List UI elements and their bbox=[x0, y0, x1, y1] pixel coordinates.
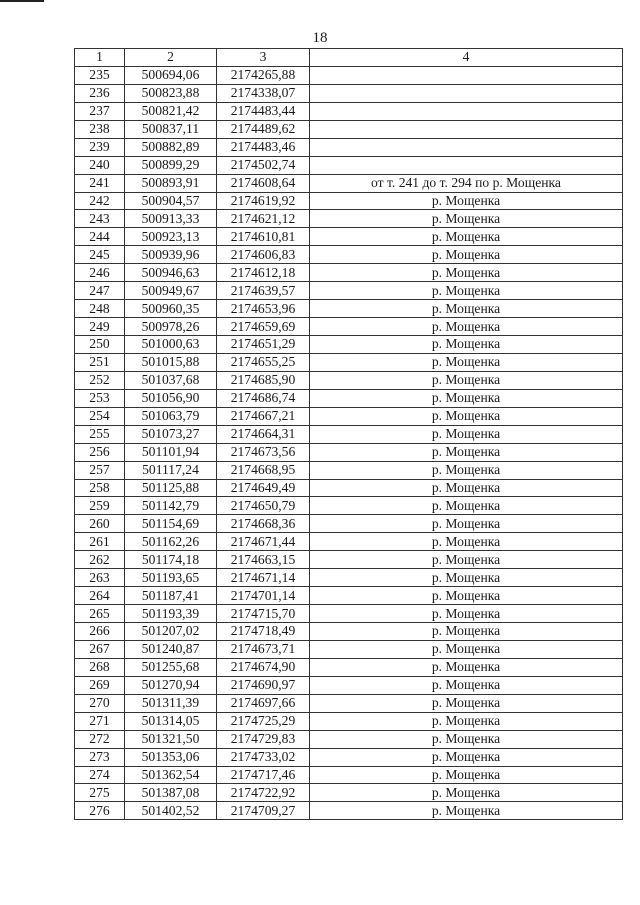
table-row bbox=[75, 102, 623, 120]
description-cell bbox=[310, 120, 623, 138]
header-cell-y-coordinate: 3 bbox=[217, 49, 310, 67]
point-number-cell: 262 bbox=[75, 551, 125, 569]
x-coordinate-cell: 501207,02 bbox=[125, 623, 217, 641]
table-row bbox=[75, 407, 623, 425]
y-coordinate-cell: 2174612,18 bbox=[217, 264, 310, 282]
x-coordinate-cell: 501314,05 bbox=[125, 712, 217, 730]
point-number-cell: 235 bbox=[75, 66, 125, 84]
x-coordinate-cell: 501174,18 bbox=[125, 551, 217, 569]
description-cell: р. Мощенка bbox=[310, 264, 623, 282]
description-cell: р. Мощенка bbox=[310, 533, 623, 551]
point-number-cell: 260 bbox=[75, 515, 125, 533]
description-cell: р. Мощенка bbox=[310, 389, 623, 407]
x-coordinate-cell: 501187,41 bbox=[125, 587, 217, 605]
description-cell: р. Мощенка bbox=[310, 246, 623, 264]
point-number-cell: 249 bbox=[75, 318, 125, 336]
description-cell: р. Мощенка bbox=[310, 336, 623, 354]
description-cell: р. Мощенка bbox=[310, 318, 623, 336]
x-coordinate-cell: 500946,63 bbox=[125, 264, 217, 282]
y-coordinate-cell: 2174639,57 bbox=[217, 282, 310, 300]
description-cell: р. Мощенка bbox=[310, 479, 623, 497]
y-coordinate-cell: 2174610,81 bbox=[217, 228, 310, 246]
y-coordinate-cell: 2174717,46 bbox=[217, 766, 310, 784]
point-number-cell: 251 bbox=[75, 353, 125, 371]
x-coordinate-cell: 500823,88 bbox=[125, 84, 217, 102]
y-coordinate-cell: 2174621,12 bbox=[217, 210, 310, 228]
description-cell: р. Мощенка bbox=[310, 640, 623, 658]
table-row bbox=[75, 551, 623, 569]
y-coordinate-cell: 2174489,62 bbox=[217, 120, 310, 138]
y-coordinate-cell: 2174673,56 bbox=[217, 443, 310, 461]
table-row bbox=[75, 300, 623, 318]
table-row bbox=[75, 623, 623, 641]
y-coordinate-cell: 2174722,92 bbox=[217, 784, 310, 802]
description-cell: р. Мощенка bbox=[310, 461, 623, 479]
point-number-cell: 274 bbox=[75, 766, 125, 784]
x-coordinate-cell: 500837,11 bbox=[125, 120, 217, 138]
y-coordinate-cell: 2174686,74 bbox=[217, 389, 310, 407]
x-coordinate-cell: 501101,94 bbox=[125, 443, 217, 461]
x-coordinate-cell: 501387,08 bbox=[125, 784, 217, 802]
point-number-cell: 267 bbox=[75, 640, 125, 658]
point-number-cell: 236 bbox=[75, 84, 125, 102]
y-coordinate-cell: 2174265,88 bbox=[217, 66, 310, 84]
y-coordinate-cell: 2174725,29 bbox=[217, 712, 310, 730]
point-number-cell: 261 bbox=[75, 533, 125, 551]
y-coordinate-cell: 2174608,64 bbox=[217, 174, 310, 192]
table-row bbox=[75, 282, 623, 300]
x-coordinate-cell: 501193,39 bbox=[125, 605, 217, 623]
x-coordinate-cell: 501117,24 bbox=[125, 461, 217, 479]
table-row bbox=[75, 694, 623, 712]
table-row bbox=[75, 425, 623, 443]
y-coordinate-cell: 2174709,27 bbox=[217, 802, 310, 820]
x-coordinate-cell: 501270,94 bbox=[125, 676, 217, 694]
description-cell: р. Мощенка bbox=[310, 712, 623, 730]
point-number-cell: 243 bbox=[75, 210, 125, 228]
x-coordinate-cell: 501142,79 bbox=[125, 497, 217, 515]
point-number-cell: 242 bbox=[75, 192, 125, 210]
y-coordinate-cell: 2174483,44 bbox=[217, 102, 310, 120]
description-cell: р. Мощенка bbox=[310, 443, 623, 461]
x-coordinate-cell: 500694,06 bbox=[125, 66, 217, 84]
description-cell bbox=[310, 156, 623, 174]
x-coordinate-cell: 501193,65 bbox=[125, 569, 217, 587]
table-row bbox=[75, 120, 623, 138]
point-number-cell: 240 bbox=[75, 156, 125, 174]
point-number-cell: 244 bbox=[75, 228, 125, 246]
y-coordinate-cell: 2174674,90 bbox=[217, 658, 310, 676]
y-coordinate-cell: 2174690,97 bbox=[217, 676, 310, 694]
x-coordinate-cell: 500923,13 bbox=[125, 228, 217, 246]
point-number-cell: 275 bbox=[75, 784, 125, 802]
table-row bbox=[75, 748, 623, 766]
x-coordinate-cell: 500960,35 bbox=[125, 300, 217, 318]
description-cell: р. Мощенка bbox=[310, 694, 623, 712]
point-number-cell: 263 bbox=[75, 569, 125, 587]
x-coordinate-cell: 501240,87 bbox=[125, 640, 217, 658]
point-number-cell: 269 bbox=[75, 676, 125, 694]
x-coordinate-cell: 500978,26 bbox=[125, 318, 217, 336]
point-number-cell: 273 bbox=[75, 748, 125, 766]
scan-corner-mark bbox=[0, 0, 44, 2]
description-cell: р. Мощенка bbox=[310, 587, 623, 605]
y-coordinate-cell: 2174655,25 bbox=[217, 353, 310, 371]
description-cell bbox=[310, 66, 623, 84]
point-number-cell: 257 bbox=[75, 461, 125, 479]
x-coordinate-cell: 500821,42 bbox=[125, 102, 217, 120]
y-coordinate-cell: 2174668,95 bbox=[217, 461, 310, 479]
point-number-cell: 248 bbox=[75, 300, 125, 318]
x-coordinate-cell: 500939,96 bbox=[125, 246, 217, 264]
description-cell: р. Мощенка bbox=[310, 551, 623, 569]
table-row bbox=[75, 587, 623, 605]
description-cell: р. Мощенка bbox=[310, 605, 623, 623]
point-number-cell: 270 bbox=[75, 694, 125, 712]
description-cell: р. Мощенка bbox=[310, 282, 623, 300]
y-coordinate-cell: 2174502,74 bbox=[217, 156, 310, 174]
x-coordinate-cell: 501073,27 bbox=[125, 425, 217, 443]
point-number-cell: 247 bbox=[75, 282, 125, 300]
description-cell: от т. 241 до т. 294 по р. Мощенка bbox=[310, 174, 623, 192]
x-coordinate-cell: 500882,89 bbox=[125, 138, 217, 156]
x-coordinate-cell: 501402,52 bbox=[125, 802, 217, 820]
description-cell bbox=[310, 138, 623, 156]
table-row bbox=[75, 371, 623, 389]
table-row bbox=[75, 640, 623, 658]
table-row bbox=[75, 730, 623, 748]
y-coordinate-cell: 2174651,29 bbox=[217, 336, 310, 354]
table-row bbox=[75, 264, 623, 282]
x-coordinate-cell: 501162,26 bbox=[125, 533, 217, 551]
point-number-cell: 239 bbox=[75, 138, 125, 156]
description-cell: р. Мощенка bbox=[310, 658, 623, 676]
description-cell: р. Мощенка bbox=[310, 784, 623, 802]
point-number-cell: 265 bbox=[75, 605, 125, 623]
x-coordinate-cell: 500904,57 bbox=[125, 192, 217, 210]
table-row bbox=[75, 658, 623, 676]
point-number-cell: 238 bbox=[75, 120, 125, 138]
y-coordinate-cell: 2174663,15 bbox=[217, 551, 310, 569]
y-coordinate-cell: 2174729,83 bbox=[217, 730, 310, 748]
description-cell: р. Мощенка bbox=[310, 623, 623, 641]
table-row bbox=[75, 497, 623, 515]
y-coordinate-cell: 2174733,02 bbox=[217, 748, 310, 766]
table-row bbox=[75, 515, 623, 533]
y-coordinate-cell: 2174483,46 bbox=[217, 138, 310, 156]
table-row bbox=[75, 802, 623, 820]
x-coordinate-cell: 501125,88 bbox=[125, 479, 217, 497]
header-cell-point-number: 1 bbox=[75, 49, 125, 67]
description-cell: р. Мощенка bbox=[310, 210, 623, 228]
point-number-cell: 241 bbox=[75, 174, 125, 192]
x-coordinate-cell: 501362,54 bbox=[125, 766, 217, 784]
table-header-row bbox=[75, 49, 623, 67]
table-row bbox=[75, 389, 623, 407]
table-row bbox=[75, 318, 623, 336]
table-row bbox=[75, 766, 623, 784]
description-cell: р. Мощенка bbox=[310, 748, 623, 766]
x-coordinate-cell: 500913,33 bbox=[125, 210, 217, 228]
table-row bbox=[75, 210, 623, 228]
table-row bbox=[75, 461, 623, 479]
y-coordinate-cell: 2174671,14 bbox=[217, 569, 310, 587]
x-coordinate-cell: 501056,90 bbox=[125, 389, 217, 407]
x-coordinate-cell: 500899,29 bbox=[125, 156, 217, 174]
point-number-cell: 271 bbox=[75, 712, 125, 730]
y-coordinate-cell: 2174606,83 bbox=[217, 246, 310, 264]
point-number-cell: 276 bbox=[75, 802, 125, 820]
table-row bbox=[75, 443, 623, 461]
table-row bbox=[75, 174, 623, 192]
point-number-cell: 256 bbox=[75, 443, 125, 461]
y-coordinate-cell: 2174697,66 bbox=[217, 694, 310, 712]
y-coordinate-cell: 2174668,36 bbox=[217, 515, 310, 533]
x-coordinate-cell: 501255,68 bbox=[125, 658, 217, 676]
description-cell: р. Мощенка bbox=[310, 515, 623, 533]
point-number-cell: 237 bbox=[75, 102, 125, 120]
description-cell: р. Мощенка bbox=[310, 730, 623, 748]
header-cell-description: 4 bbox=[310, 49, 623, 67]
x-coordinate-cell: 501321,50 bbox=[125, 730, 217, 748]
x-coordinate-cell: 500893,91 bbox=[125, 174, 217, 192]
table-row bbox=[75, 156, 623, 174]
y-coordinate-cell: 2174653,96 bbox=[217, 300, 310, 318]
y-coordinate-cell: 2174701,14 bbox=[217, 587, 310, 605]
point-number-cell: 246 bbox=[75, 264, 125, 282]
description-cell: р. Мощенка bbox=[310, 676, 623, 694]
point-number-cell: 259 bbox=[75, 497, 125, 515]
header-cell-x-coordinate: 2 bbox=[125, 49, 217, 67]
point-number-cell: 245 bbox=[75, 246, 125, 264]
x-coordinate-cell: 501353,06 bbox=[125, 748, 217, 766]
x-coordinate-cell: 501000,63 bbox=[125, 336, 217, 354]
y-coordinate-cell: 2174718,49 bbox=[217, 623, 310, 641]
x-coordinate-cell: 501037,68 bbox=[125, 371, 217, 389]
point-number-cell: 268 bbox=[75, 658, 125, 676]
x-coordinate-cell: 501063,79 bbox=[125, 407, 217, 425]
y-coordinate-cell: 2174671,44 bbox=[217, 533, 310, 551]
description-cell: р. Мощенка bbox=[310, 407, 623, 425]
page-number: 18 bbox=[312, 30, 328, 46]
x-coordinate-cell: 501311,39 bbox=[125, 694, 217, 712]
description-cell: р. Мощенка bbox=[310, 300, 623, 318]
y-coordinate-cell: 2174649,49 bbox=[217, 479, 310, 497]
description-cell: р. Мощенка bbox=[310, 497, 623, 515]
table-row bbox=[75, 479, 623, 497]
description-cell: р. Мощенка bbox=[310, 228, 623, 246]
table-row bbox=[75, 569, 623, 587]
description-cell: р. Мощенка bbox=[310, 192, 623, 210]
y-coordinate-cell: 2174650,79 bbox=[217, 497, 310, 515]
y-coordinate-cell: 2174715,70 bbox=[217, 605, 310, 623]
table-row bbox=[75, 336, 623, 354]
point-number-cell: 252 bbox=[75, 371, 125, 389]
y-coordinate-cell: 2174685,90 bbox=[217, 371, 310, 389]
y-coordinate-cell: 2174619,92 bbox=[217, 192, 310, 210]
table-row bbox=[75, 676, 623, 694]
x-coordinate-cell: 501154,69 bbox=[125, 515, 217, 533]
point-number-cell: 258 bbox=[75, 479, 125, 497]
table-row bbox=[75, 138, 623, 156]
description-cell bbox=[310, 102, 623, 120]
x-coordinate-cell: 501015,88 bbox=[125, 353, 217, 371]
point-number-cell: 254 bbox=[75, 407, 125, 425]
table-row bbox=[75, 533, 623, 551]
description-cell: р. Мощенка bbox=[310, 371, 623, 389]
point-number-cell: 266 bbox=[75, 623, 125, 641]
table-row bbox=[75, 712, 623, 730]
table-row bbox=[75, 246, 623, 264]
table-row bbox=[75, 784, 623, 802]
table-row bbox=[75, 353, 623, 371]
point-number-cell: 272 bbox=[75, 730, 125, 748]
coordinates-table bbox=[74, 48, 623, 820]
description-cell bbox=[310, 84, 623, 102]
table-row bbox=[75, 84, 623, 102]
table-body bbox=[75, 66, 623, 819]
description-cell: р. Мощенка bbox=[310, 802, 623, 820]
table-row bbox=[75, 192, 623, 210]
point-number-cell: 250 bbox=[75, 336, 125, 354]
point-number-cell: 255 bbox=[75, 425, 125, 443]
description-cell: р. Мощенка bbox=[310, 569, 623, 587]
description-cell: р. Мощенка bbox=[310, 425, 623, 443]
point-number-cell: 253 bbox=[75, 389, 125, 407]
point-number-cell: 264 bbox=[75, 587, 125, 605]
description-cell: р. Мощенка bbox=[310, 353, 623, 371]
table-row bbox=[75, 605, 623, 623]
y-coordinate-cell: 2174667,21 bbox=[217, 407, 310, 425]
table-row bbox=[75, 228, 623, 246]
table-row bbox=[75, 66, 623, 84]
y-coordinate-cell: 2174338,07 bbox=[217, 84, 310, 102]
description-cell: р. Мощенка bbox=[310, 766, 623, 784]
y-coordinate-cell: 2174664,31 bbox=[217, 425, 310, 443]
x-coordinate-cell: 500949,67 bbox=[125, 282, 217, 300]
y-coordinate-cell: 2174673,71 bbox=[217, 640, 310, 658]
y-coordinate-cell: 2174659,69 bbox=[217, 318, 310, 336]
